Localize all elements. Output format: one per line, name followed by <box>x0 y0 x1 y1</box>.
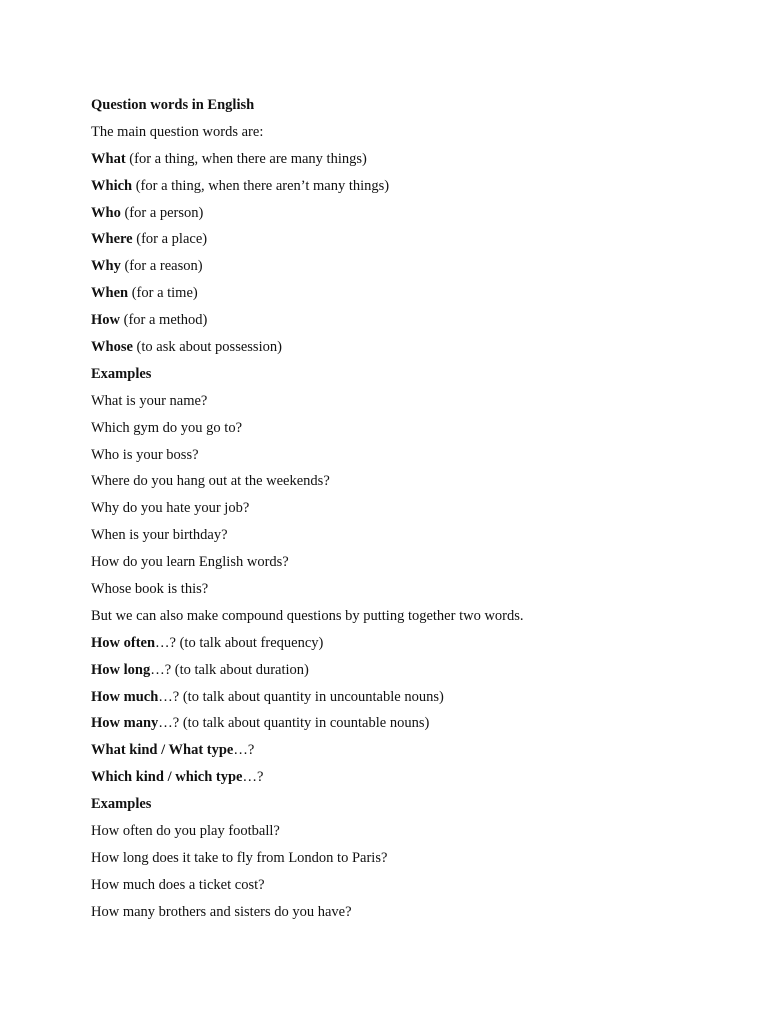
question-word: Where <box>91 231 133 248</box>
question-word-note: (for a thing, when there are many things) <box>125 150 367 167</box>
question-word: When <box>91 285 129 302</box>
compound-word-note: …? (to talk about frequency) <box>155 634 324 651</box>
compound-word: How long <box>91 661 151 678</box>
compound-word: Which kind / which type <box>91 769 243 786</box>
example-sentence: Whose book is this? <box>91 581 209 598</box>
example-sentence: Who is your boss? <box>91 446 199 463</box>
compound-word-item <box>91 710 731 737</box>
example-sentence: Why do you hate your job? <box>91 500 250 517</box>
compound-word: How often <box>91 634 156 651</box>
example-sentence: Which gym do you go to? <box>91 419 243 436</box>
question-word-item <box>91 334 731 361</box>
examples-heading: Examples <box>91 796 152 813</box>
question-word: Why <box>91 258 121 275</box>
question-word: What <box>91 150 126 167</box>
question-word-note: (for a place) <box>132 231 208 248</box>
question-word-note: (for a reason) <box>120 258 203 275</box>
examples-heading: Examples <box>91 365 152 382</box>
question-word-item <box>91 253 731 280</box>
compound-word-note: …? (to talk about quantity in countable nouns) <box>158 715 430 732</box>
intro-text: The main question words are: <box>91 123 264 140</box>
question-word-note: (to ask about possession) <box>132 339 282 356</box>
example-sentence: What is your name? <box>91 392 208 409</box>
question-word: Which <box>91 177 133 194</box>
question-word-item <box>91 280 731 307</box>
document-title: Question words in English <box>91 97 255 113</box>
question-word-note: (for a thing, when there aren’t many things) <box>132 177 390 194</box>
example-sentence: How do you learn English words? <box>91 554 289 571</box>
question-word-item <box>91 307 731 334</box>
compound-word: How much <box>91 688 159 705</box>
example-sentence: When is your birthday? <box>91 527 228 544</box>
example-sentence: Where do you hang out at the weekends? <box>91 473 330 490</box>
document-page <box>91 92 731 926</box>
compound-word-note: …? (to talk about duration) <box>150 661 309 678</box>
question-word: Whose <box>91 339 133 356</box>
question-word-item <box>91 226 731 253</box>
compound-word-item <box>91 657 731 684</box>
compound-word-item <box>91 737 731 764</box>
question-word-item <box>91 173 731 200</box>
compound-word: How many <box>91 715 159 732</box>
question-word-note: (for a person) <box>120 204 204 221</box>
compound-word: What kind / What type <box>91 742 234 759</box>
question-word-note: (for a time) <box>128 285 198 302</box>
compound-word-note: …? <box>242 769 264 786</box>
example-sentence: How often do you play football? <box>91 823 280 840</box>
compound-intro-text: But we can also make compound questions by putting together two words. <box>91 607 524 624</box>
question-word-item <box>91 146 731 173</box>
example-sentence: How many brothers and sisters do you have? <box>91 903 352 920</box>
compound-word-note: …? <box>233 742 255 759</box>
question-word: How <box>91 312 120 329</box>
example-sentence: How much does a ticket cost? <box>91 876 265 893</box>
question-word-item <box>91 200 731 227</box>
question-word: Who <box>91 204 121 221</box>
compound-word-note: …? (to talk about quantity in uncountable nouns) <box>158 688 444 705</box>
compound-word-item <box>91 684 731 711</box>
compound-word-item <box>91 630 731 657</box>
question-word-note: (for a method) <box>120 312 208 329</box>
example-sentence: How long does it take to fly from London to Paris? <box>91 849 388 866</box>
compound-word-item <box>91 764 731 791</box>
